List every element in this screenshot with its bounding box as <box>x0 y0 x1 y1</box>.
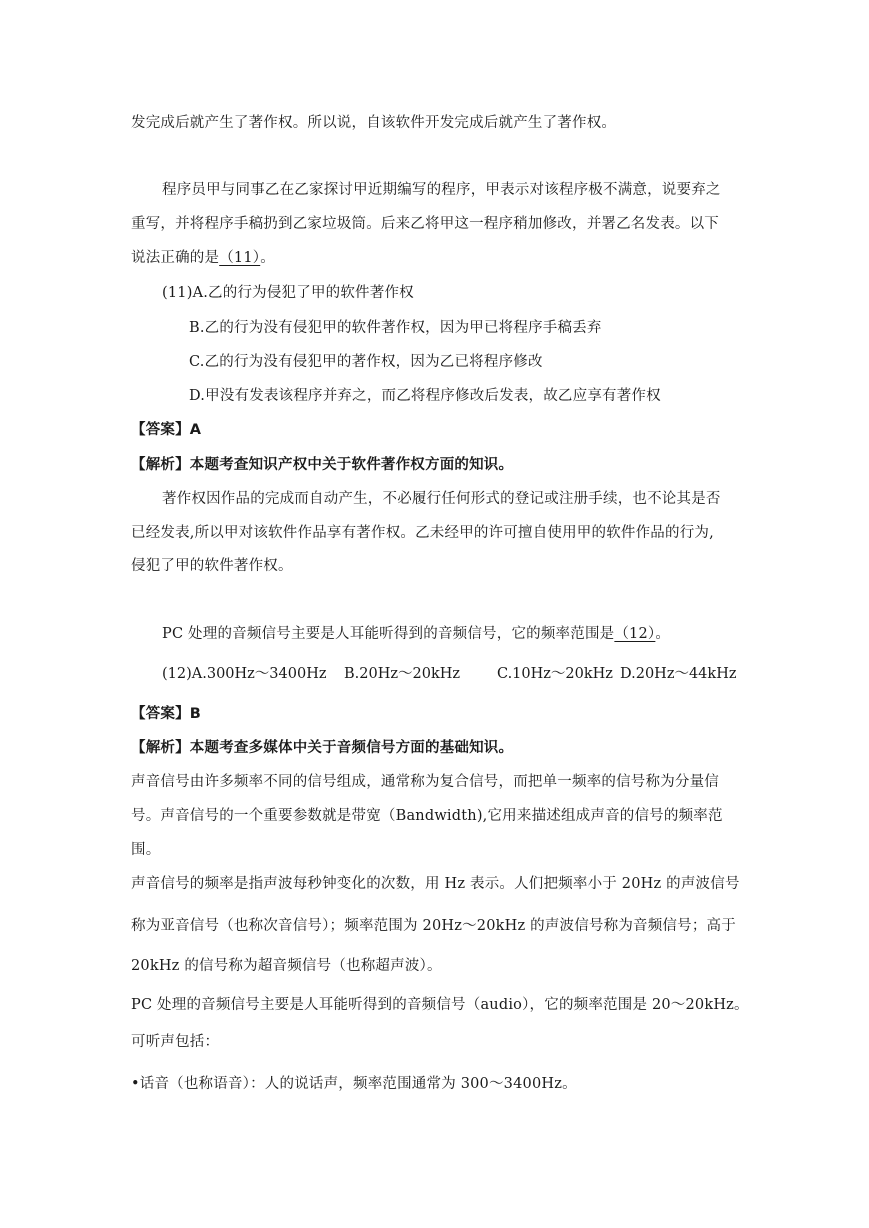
q11-analysis-line-1: 著作权因作品的完成而自动产生，不必履行任何形式的登记或注册手续，也不论其是否 <box>162 491 721 507</box>
q11-option-b: B.乙的行为没有侵犯甲的软件著作权，因为甲已将程序手稿丢弃 <box>189 320 602 336</box>
q11-analysis-line-2: 已经发表,所以甲对该软件作品享有著作权。乙未经甲的许可擅自使用甲的软件作品的行为, <box>131 525 714 541</box>
q12-option-a: (12)A.300Hz～3400Hz <box>162 666 327 682</box>
q12-p2-line-1: 声音信号的频率是指声波每秒钟变化的次数，用 Hz 表示。人们把频率小于 20Hz 的声波信号 <box>131 876 740 892</box>
intro-line: 发完成后就产生了著作权。所以说，自该软件开发完成后就产生了著作权。 <box>131 115 617 131</box>
q11-option-d: D.甲没有发表该程序并弃之，而乙将程序修改后发表，故乙应享有著作权 <box>189 388 661 404</box>
q12-p2-line-2: 称为亚音信号（也称次音信号）；频率范围为 20Hz～20kHz 的声波信号称为音频信号；高于 <box>131 918 736 934</box>
q12-option-d: D.20Hz～44kHz <box>620 666 737 682</box>
q12-option-c: C.10Hz～20kHz <box>497 666 613 682</box>
q11-analysis-title: 【解析】本题考查知识产权中关于软件著作权方面的知识。 <box>131 457 514 473</box>
q12-p3-line-1: PC 处理的音频信号主要是人耳能听得到的音频信号（audio），它的频率范围是 20～20kHz。 <box>131 997 749 1013</box>
q12-p1-line-1: 声音信号由许多频率不同的信号组成，通常称为复合信号，而把单一频率的信号称为分量信 <box>131 774 719 790</box>
q11-stem-line-1: 程序员甲与同事乙在乙家探讨甲近期编写的程序，甲表示对该程序极不满意，说要弃之 <box>162 182 721 198</box>
q11-option-c: C.乙的行为没有侵犯甲的著作权，因为乙已将程序修改 <box>189 354 543 370</box>
q11-stem-line-2: 重写，并将程序手稿扔到乙家垃圾筒。后来乙将甲这一程序稍加修改，并署乙名发表。以下 <box>131 216 719 232</box>
q12-bullet-item: •话音（也称语音）：人的说话声，频率范围通常为 300～3400Hz。 <box>131 1076 577 1092</box>
q12-stem-prefix: PC 处理的音频信号主要是人耳能听得到的音频信号，它的频率范围是 <box>162 626 615 642</box>
q12-option-b: B.20Hz～20kHz <box>344 666 461 682</box>
q12-stem-suffix: 。 <box>655 626 671 642</box>
q11-answer-blank: （11） <box>219 250 261 266</box>
q11-analysis-line-3: 侵犯了甲的软件著作权。 <box>131 558 293 574</box>
q11-option-a: (11)A.乙的行为侵犯了甲的软件著作权 <box>162 285 414 301</box>
q12-analysis-title: 【解析】本题考查多媒体中关于音频信号方面的基础知识。 <box>131 740 514 756</box>
q12-p2-line-3: 20kHz 的信号称为超音频信号（也称超声波）。 <box>131 958 442 974</box>
q11-stem-prefix: 说法正确的是 <box>131 250 220 266</box>
q12-p1-line-2: 号。声音信号的一个重要参数就是带宽（Bandwidth),它用来描述组成声音的信号的频率范 <box>131 808 723 824</box>
q11-stem-suffix: 。 <box>260 250 275 266</box>
q12-answer-blank: （12） <box>614 626 656 642</box>
q12-stem <box>162 624 670 644</box>
q11-answer: 【答案】A <box>131 422 202 438</box>
q12-p1-line-3: 围。 <box>131 842 161 858</box>
q11-stem-line-3 <box>131 248 275 268</box>
q12-p3-line-2: 可听声包括： <box>131 1034 220 1050</box>
q12-answer: 【答案】B <box>131 706 202 722</box>
